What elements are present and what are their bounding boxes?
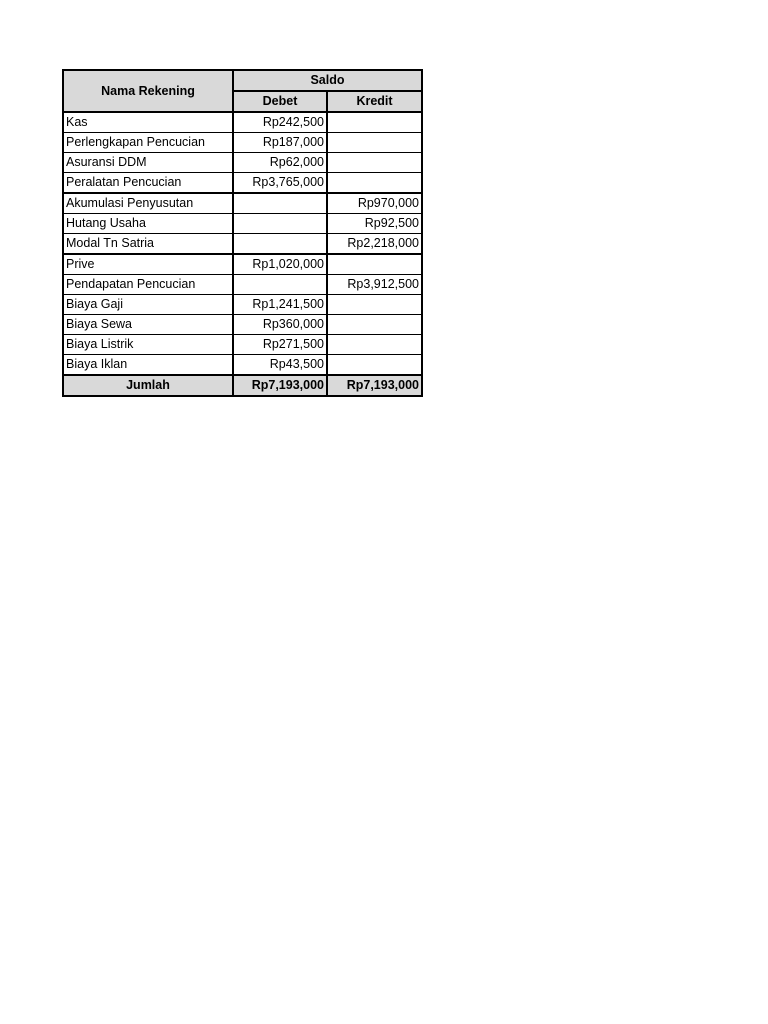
table-row (63, 275, 422, 295)
account-name: Biaya Iklan (63, 355, 233, 376)
table-row (63, 193, 422, 214)
debet-value: Rp360,000 (233, 315, 327, 335)
kredit-value: Rp2,218,000 (327, 234, 422, 255)
total-row (63, 375, 422, 396)
debet-value (233, 193, 327, 214)
kredit-value (327, 355, 422, 376)
debet-value: Rp271,500 (233, 335, 327, 355)
kredit-value: Rp92,500 (327, 214, 422, 234)
kredit-value (327, 295, 422, 315)
table-row (63, 355, 422, 376)
account-name: Hutang Usaha (63, 214, 233, 234)
debet-value: Rp1,241,500 (233, 295, 327, 315)
table-row (63, 254, 422, 275)
kredit-value (327, 153, 422, 173)
kredit-value (327, 173, 422, 194)
debet-value: Rp3,765,000 (233, 173, 327, 194)
kredit-value: Rp970,000 (327, 193, 422, 214)
total-kredit: Rp7,193,000 (327, 375, 422, 396)
kredit-value (327, 315, 422, 335)
total-debet: Rp7,193,000 (233, 375, 327, 396)
account-name: Perlengkapan Pencucian (63, 133, 233, 153)
account-name: Prive (63, 254, 233, 275)
debet-value (233, 275, 327, 295)
debet-value: Rp242,500 (233, 112, 327, 133)
table-row (63, 234, 422, 255)
account-name: Biaya Gaji (63, 295, 233, 315)
table-row (63, 173, 422, 194)
debet-value: Rp43,500 (233, 355, 327, 376)
kredit-value (327, 133, 422, 153)
account-name: Kas (63, 112, 233, 133)
header-saldo: Saldo (233, 70, 422, 91)
header-nama-rekening: Nama Rekening (63, 70, 233, 112)
account-name: Pendapatan Pencucian (63, 275, 233, 295)
account-name: Biaya Sewa (63, 315, 233, 335)
debet-value (233, 234, 327, 255)
kredit-value: Rp3,912,500 (327, 275, 422, 295)
table-row (63, 214, 422, 234)
table-row (63, 315, 422, 335)
trial-balance-table (62, 69, 423, 397)
table-row (63, 335, 422, 355)
account-name: Biaya Listrik (63, 335, 233, 355)
account-name: Asuransi DDM (63, 153, 233, 173)
account-name: Akumulasi Penyusutan (63, 193, 233, 214)
table-row (63, 153, 422, 173)
account-name: Peralatan Pencucian (63, 173, 233, 194)
kredit-value (327, 254, 422, 275)
debet-value (233, 214, 327, 234)
kredit-value (327, 112, 422, 133)
header-kredit: Kredit (327, 91, 422, 112)
debet-value: Rp62,000 (233, 153, 327, 173)
kredit-value (327, 335, 422, 355)
debet-value: Rp1,020,000 (233, 254, 327, 275)
table-row (63, 133, 422, 153)
account-name: Modal Tn Satria (63, 234, 233, 255)
total-label: Jumlah (63, 375, 233, 396)
header-debet: Debet (233, 91, 327, 112)
debet-value: Rp187,000 (233, 133, 327, 153)
table-row (63, 112, 422, 133)
table-row (63, 295, 422, 315)
